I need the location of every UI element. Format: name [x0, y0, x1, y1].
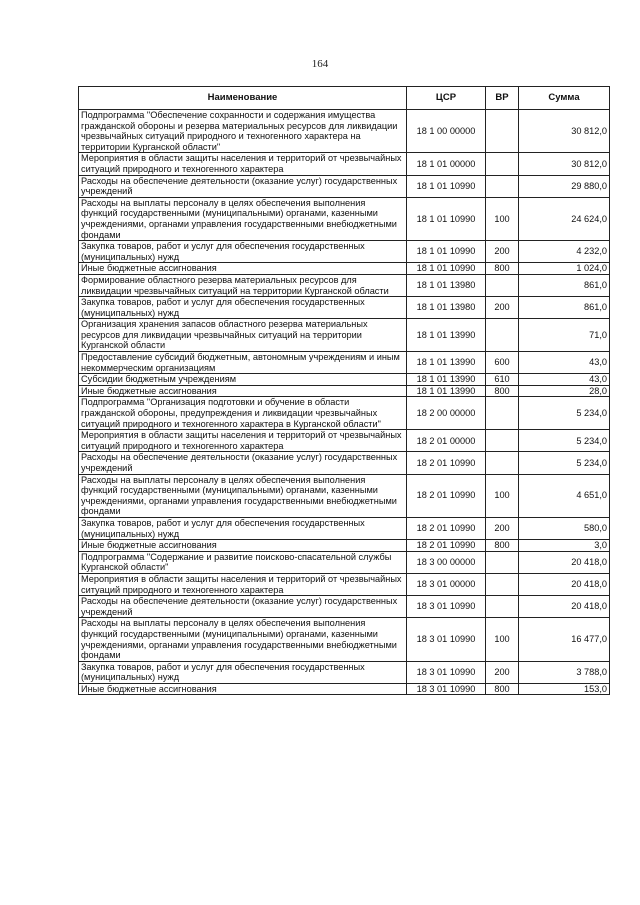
row-vr: 200	[486, 661, 519, 683]
row-sum: 43,0	[519, 352, 610, 374]
table-header-row	[79, 87, 610, 110]
row-sum: 20 418,0	[519, 551, 610, 573]
row-sum: 861,0	[519, 274, 610, 296]
row-name: Закупка товаров, работ и услуг для обеспечения государственных (муниципальных) нужд	[79, 241, 407, 263]
row-vr: 800	[486, 385, 519, 397]
row-vr: 200	[486, 297, 519, 319]
page-number: 164	[311, 58, 329, 70]
header-csr: ЦСР	[407, 87, 486, 110]
row-vr	[486, 274, 519, 296]
row-sum: 5 234,0	[519, 397, 610, 430]
row-name: Мероприятия в области защиты населения и территорий от чрезвычайных ситуаций природного и техногенного характера	[79, 573, 407, 595]
table-row	[79, 110, 610, 153]
row-sum: 3 788,0	[519, 661, 610, 683]
row-name: Предоставление субсидий бюджетным, автономным учреждениям и иным некоммерческим организациям	[79, 352, 407, 374]
row-name: Формирование областного резерва материальных ресурсов для ликвидации чрезвычайных ситуаций на территории Курганской области	[79, 274, 407, 296]
row-sum: 3,0	[519, 540, 610, 552]
table-row	[79, 430, 610, 452]
row-vr: 800	[486, 683, 519, 695]
row-vr	[486, 596, 519, 618]
row-csr: 18 1 01 13990	[407, 319, 486, 352]
row-vr	[486, 153, 519, 175]
row-sum: 71,0	[519, 319, 610, 352]
row-name: Закупка товаров, работ и услуг для обеспечения государственных (муниципальных) нужд	[79, 517, 407, 539]
row-vr	[486, 452, 519, 474]
row-sum: 28,0	[519, 385, 610, 397]
table-row	[79, 474, 610, 517]
row-vr: 600	[486, 352, 519, 374]
row-csr: 18 1 01 10990	[407, 241, 486, 263]
row-vr	[486, 397, 519, 430]
row-vr: 100	[486, 197, 519, 240]
row-sum: 580,0	[519, 517, 610, 539]
row-name: Мероприятия в области защиты населения и территорий от чрезвычайных ситуаций природного и техногенного характера	[79, 430, 407, 452]
row-csr: 18 2 01 00000	[407, 430, 486, 452]
row-csr: 18 2 00 00000	[407, 397, 486, 430]
row-name: Субсидии бюджетным учреждениям	[79, 374, 407, 386]
row-vr: 800	[486, 263, 519, 275]
row-sum: 20 418,0	[519, 596, 610, 618]
table-row	[79, 197, 610, 240]
row-csr: 18 1 01 10990	[407, 197, 486, 240]
table-row	[79, 661, 610, 683]
row-vr: 200	[486, 241, 519, 263]
row-csr: 18 3 01 10990	[407, 683, 486, 695]
row-csr: 18 1 01 00000	[407, 153, 486, 175]
row-csr: 18 1 01 10990	[407, 263, 486, 275]
row-csr: 18 3 01 10990	[407, 618, 486, 661]
row-name: Расходы на выплаты персоналу в целях обеспечения выполнения функций государственными (муниципальными) органами, казенными учреждениями, органами управления государственными внебюджетными фондами	[79, 474, 407, 517]
table-row	[79, 319, 610, 352]
table-row	[79, 540, 610, 552]
row-name: Мероприятия в области защиты населения и территорий от чрезвычайных ситуаций природного и техногенного характера	[79, 153, 407, 175]
row-name: Расходы на выплаты персоналу в целях обеспечения выполнения функций государственными (муниципальными) органами, казенными учреждениями, органами управления государственными внебюджетными фондами	[79, 618, 407, 661]
row-vr	[486, 430, 519, 452]
row-name: Подпрограмма "Содержание и развитие поисково-спасательной службы Курганской области"	[79, 551, 407, 573]
row-name: Закупка товаров, работ и услуг для обеспечения государственных (муниципальных) нужд	[79, 297, 407, 319]
row-vr: 800	[486, 540, 519, 552]
row-sum: 24 624,0	[519, 197, 610, 240]
row-name: Подпрограмма "Обеспечение сохранности и содержания имущества гражданской обороны и резерва материальных ресурсов для ликвидации чрезвычайных ситуаций природного и техногенного характера на территории Курганской области"	[79, 110, 407, 153]
row-vr	[486, 110, 519, 153]
row-vr: 100	[486, 474, 519, 517]
row-sum: 43,0	[519, 374, 610, 386]
row-name: Расходы на обеспечение деятельности (оказание услуг) государственных учреждений	[79, 452, 407, 474]
row-name: Иные бюджетные ассигнования	[79, 263, 407, 275]
table-row	[79, 274, 610, 296]
budget-table	[78, 86, 610, 695]
row-csr: 18 1 01 13990	[407, 374, 486, 386]
table-row	[79, 551, 610, 573]
row-name: Организация хранения запасов областного резерва материальных ресурсов для ликвидации чрезвычайных ситуаций на территории Курганской области	[79, 319, 407, 352]
row-sum: 861,0	[519, 297, 610, 319]
row-vr: 100	[486, 618, 519, 661]
row-csr: 18 1 01 13990	[407, 385, 486, 397]
row-name: Иные бюджетные ассигнования	[79, 385, 407, 397]
table-row	[79, 352, 610, 374]
table-row	[79, 297, 610, 319]
table-row	[79, 385, 610, 397]
table-row	[79, 397, 610, 430]
row-csr: 18 3 01 10990	[407, 596, 486, 618]
row-vr	[486, 319, 519, 352]
row-sum: 29 880,0	[519, 175, 610, 197]
table-row	[79, 374, 610, 386]
row-sum: 20 418,0	[519, 573, 610, 595]
row-vr	[486, 551, 519, 573]
row-csr: 18 1 00 00000	[407, 110, 486, 153]
table-row	[79, 263, 610, 275]
row-vr: 610	[486, 374, 519, 386]
row-name: Расходы на обеспечение деятельности (оказание услуг) государственных учреждений	[79, 175, 407, 197]
row-csr: 18 2 01 10990	[407, 474, 486, 517]
table-row	[79, 153, 610, 175]
row-sum: 4 651,0	[519, 474, 610, 517]
row-csr: 18 2 01 10990	[407, 452, 486, 474]
row-vr	[486, 573, 519, 595]
row-sum: 153,0	[519, 683, 610, 695]
row-sum: 30 812,0	[519, 110, 610, 153]
row-sum: 5 234,0	[519, 452, 610, 474]
row-csr: 18 2 01 10990	[407, 517, 486, 539]
row-csr: 18 3 01 10990	[407, 661, 486, 683]
row-name: Иные бюджетные ассигнования	[79, 683, 407, 695]
row-sum: 4 232,0	[519, 241, 610, 263]
row-csr: 18 3 01 00000	[407, 573, 486, 595]
row-name: Подпрограмма "Организация подготовки и обучение в области гражданской обороны, предупреждения и ликвидации чрезвычайных ситуаций природного и техногенного характера в Курганской области"	[79, 397, 407, 430]
header-sum: Сумма	[519, 87, 610, 110]
row-name: Иные бюджетные ассигнования	[79, 540, 407, 552]
table-row	[79, 683, 610, 695]
row-name: Расходы на обеспечение деятельности (оказание услуг) государственных учреждений	[79, 596, 407, 618]
row-name: Закупка товаров, работ и услуг для обеспечения государственных (муниципальных) нужд	[79, 661, 407, 683]
header-vr: ВР	[486, 87, 519, 110]
row-csr: 18 3 00 00000	[407, 551, 486, 573]
table-row	[79, 241, 610, 263]
table-row	[79, 452, 610, 474]
row-name: Расходы на выплаты персоналу в целях обеспечения выполнения функций государственными (муниципальными) органами, казенными учреждениями, органами управления государственными внебюджетными фондами	[79, 197, 407, 240]
table-body	[79, 110, 610, 695]
row-sum: 30 812,0	[519, 153, 610, 175]
table-row	[79, 175, 610, 197]
table-row	[79, 573, 610, 595]
table-row	[79, 618, 610, 661]
row-sum: 16 477,0	[519, 618, 610, 661]
table-row	[79, 596, 610, 618]
row-sum: 5 234,0	[519, 430, 610, 452]
row-csr: 18 1 01 13980	[407, 297, 486, 319]
row-csr: 18 1 01 13990	[407, 352, 486, 374]
row-vr: 200	[486, 517, 519, 539]
row-csr: 18 2 01 10990	[407, 540, 486, 552]
row-csr: 18 1 01 10990	[407, 175, 486, 197]
row-csr: 18 1 01 13980	[407, 274, 486, 296]
row-sum: 1 024,0	[519, 263, 610, 275]
header-name: Наименование	[79, 87, 407, 110]
table-row	[79, 517, 610, 539]
row-vr	[486, 175, 519, 197]
